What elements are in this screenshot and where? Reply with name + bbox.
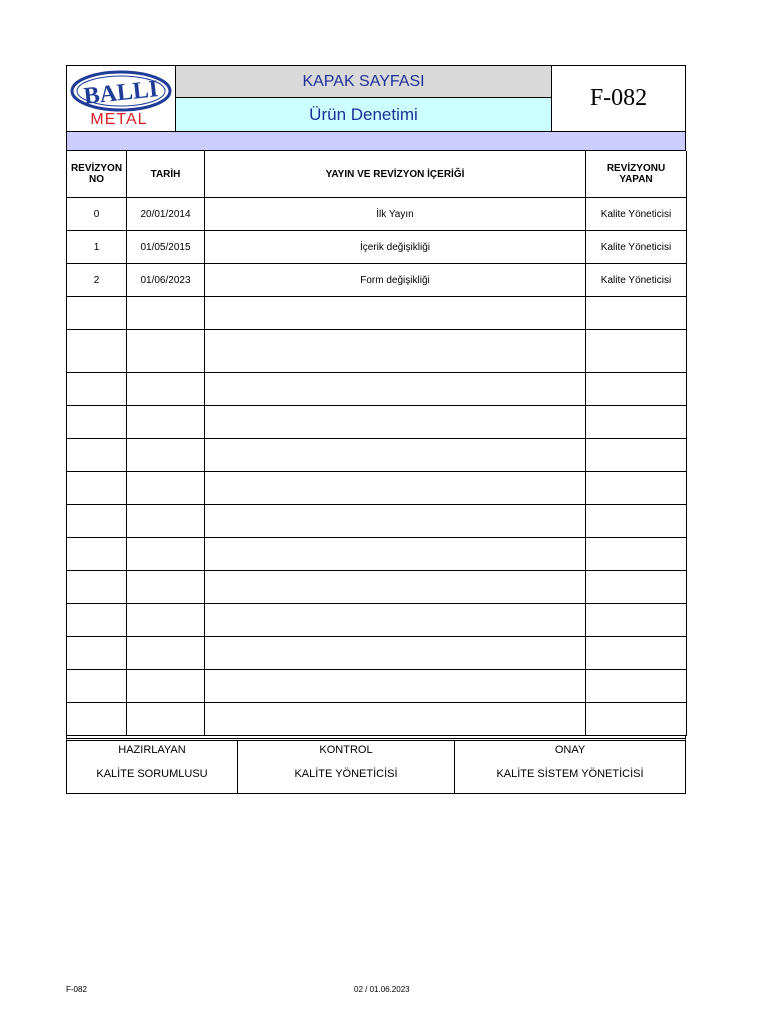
author-cell: Kalite Yöneticisi xyxy=(586,198,687,231)
signature-label: HAZIRLAYAN xyxy=(118,744,186,756)
content-cell: Form değişikliği xyxy=(205,264,586,297)
svg-text:METAL: METAL xyxy=(90,111,148,128)
footer-revision-date: 02 / 01.06.2023 xyxy=(354,985,410,994)
title-block xyxy=(176,66,552,131)
table-row xyxy=(67,264,687,297)
cover-sheet xyxy=(66,65,686,794)
revision-no-cell: 1 xyxy=(67,231,127,264)
balli-metal-logo-icon xyxy=(67,66,175,130)
revision-table xyxy=(66,151,687,736)
table-row xyxy=(67,231,687,264)
signature-approval xyxy=(455,741,685,793)
signature-block xyxy=(66,741,686,794)
empty-row xyxy=(67,571,687,604)
empty-row xyxy=(67,637,687,670)
date-cell: 20/01/2014 xyxy=(127,198,205,231)
signature-control xyxy=(238,741,455,793)
header xyxy=(66,65,686,132)
signature-prepared xyxy=(67,741,238,793)
empty-row xyxy=(67,505,687,538)
empty-row xyxy=(67,538,687,571)
content-cell: İlk Yayın xyxy=(205,198,586,231)
empty-row xyxy=(67,297,687,330)
footer-form-code: F-082 xyxy=(66,985,87,994)
color-band xyxy=(66,132,686,151)
company-logo xyxy=(67,66,176,131)
table-row xyxy=(67,198,687,231)
content-cell: İçerik değişikliği xyxy=(205,231,586,264)
date-cell: 01/06/2023 xyxy=(127,264,205,297)
author-cell: Kalite Yöneticisi xyxy=(586,231,687,264)
page-subtitle: Ürün Denetimi xyxy=(176,98,551,131)
signature-value: KALİTE SORUMLUSU xyxy=(96,768,208,780)
signature-value: KALİTE YÖNETİCİSİ xyxy=(294,768,398,780)
form-code: F-082 xyxy=(589,85,648,111)
header-revision-no: REVİZYON NO xyxy=(67,151,127,198)
svg-text:BALLI: BALLI xyxy=(82,76,160,110)
header-content: YAYIN VE REVİZYON İÇERİĞİ xyxy=(205,151,586,198)
revision-no-cell: 2 xyxy=(67,264,127,297)
signature-label: ONAY xyxy=(554,744,586,756)
page-title: KAPAK SAYFASI xyxy=(176,66,551,98)
revision-no-cell: 0 xyxy=(67,198,127,231)
header-author: REVİZYONU YAPAN xyxy=(586,151,687,198)
empty-row xyxy=(67,330,687,373)
author-cell: Kalite Yöneticisi xyxy=(586,264,687,297)
empty-row xyxy=(67,406,687,439)
signature-value: KALİTE SİSTEM YÖNETİCİSİ xyxy=(496,768,644,780)
empty-row xyxy=(67,439,687,472)
empty-row xyxy=(67,604,687,637)
signature-label: KONTROL xyxy=(319,744,373,756)
date-cell: 01/05/2015 xyxy=(127,231,205,264)
empty-row xyxy=(67,670,687,703)
empty-row xyxy=(67,373,687,406)
empty-row xyxy=(67,703,687,736)
empty-row xyxy=(67,472,687,505)
header-date: TARİH xyxy=(127,151,205,198)
